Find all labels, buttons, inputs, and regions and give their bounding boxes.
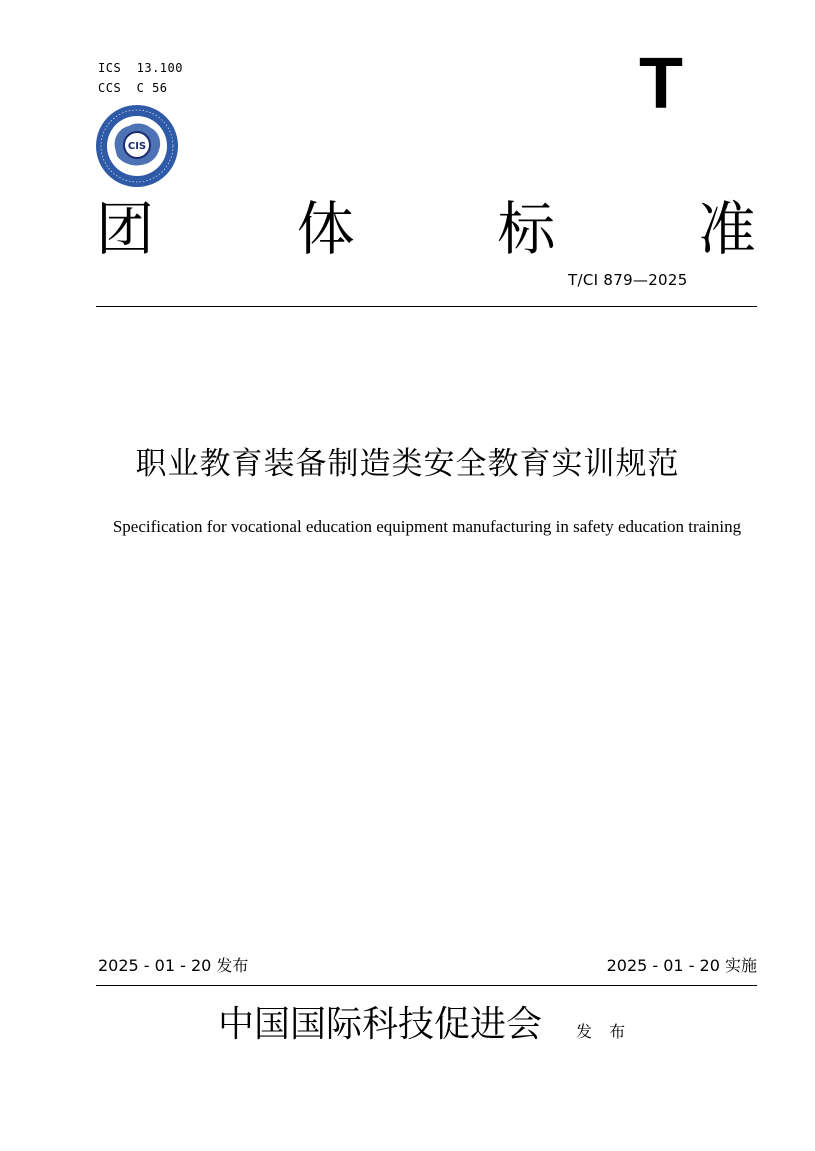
standard-category <box>96 196 756 262</box>
publish-date: 2025 - 01 - 20 发布 <box>98 956 249 975</box>
category-char: 体 <box>296 195 355 263</box>
document-title-chinese: 职业教育装备制造类安全教育实训规范 <box>135 446 680 482</box>
classification-codes <box>98 58 183 98</box>
standard-number: T/CI 879—2025 <box>568 271 688 289</box>
header-divider <box>96 306 757 307</box>
document-title-english: Specification for vocational education equipment manufacturing in safety education training <box>112 517 742 536</box>
publisher-name: 中国国际科技促进会 <box>218 1004 543 1045</box>
category-char: 标 <box>497 195 556 263</box>
implementation-date: 2025 - 01 - 20 实施 <box>606 956 757 975</box>
logo-label: CIS <box>127 141 147 152</box>
publish-label: 发 布 <box>576 1022 632 1041</box>
organization-seal-icon <box>95 104 179 188</box>
category-char: 团 <box>96 195 155 263</box>
footer-divider <box>96 985 757 986</box>
ccs-code: CCS C 56 <box>98 81 168 95</box>
category-char: 准 <box>697 195 756 263</box>
organization-logo <box>95 104 179 188</box>
ics-code: ICS 13.100 <box>98 61 183 75</box>
standard-type-letter: T <box>639 44 683 124</box>
